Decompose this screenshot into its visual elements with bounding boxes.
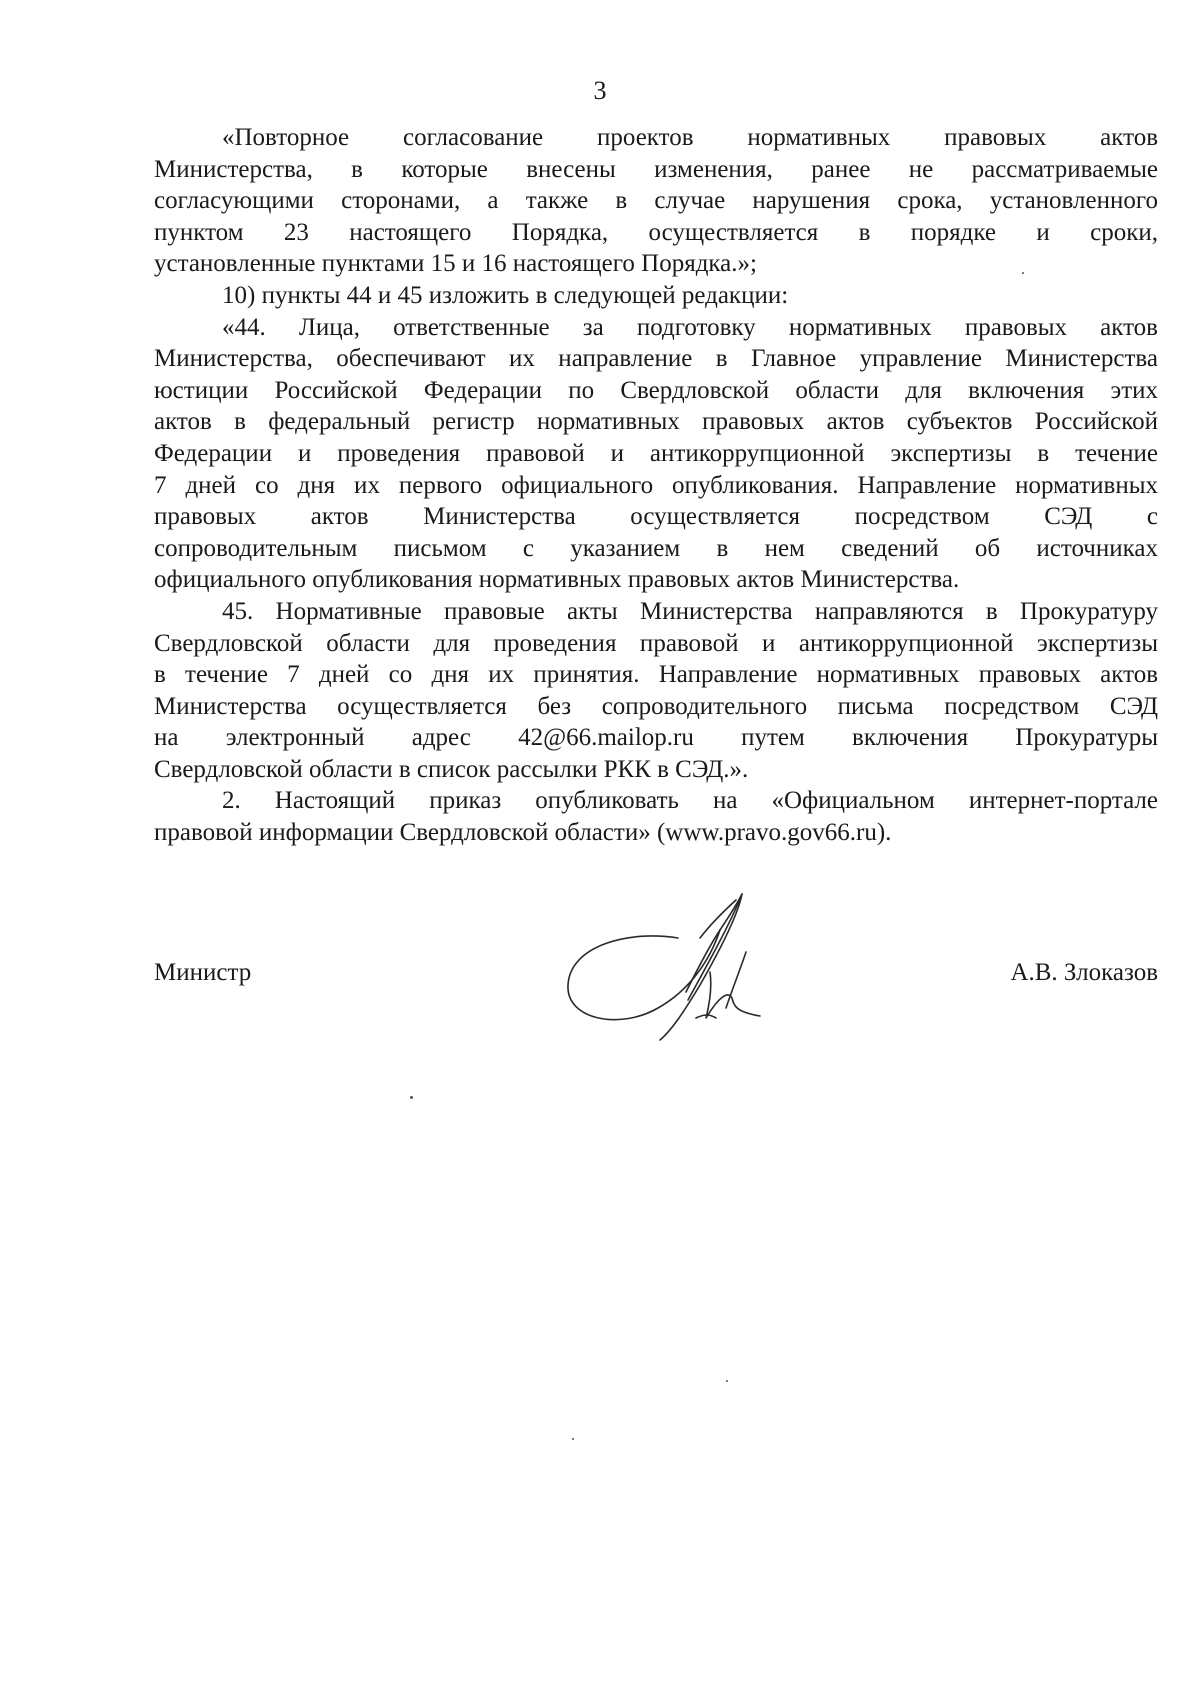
- paragraph-publication: [154, 785, 1158, 848]
- text-line: «Повторное согласование проектов нормативных правовых актов: [222, 124, 1158, 151]
- text-line: «44. Лица, ответственные за подготовку нормативных правовых актов: [222, 313, 1158, 341]
- text-line: 45. Нормативные правовые акты Министерства направляются в Прокуратуру: [222, 597, 1158, 625]
- paragraph-item-10: [154, 280, 1158, 312]
- text-line: Министерства, обеспечивают их направление в Главное управление Министерства: [154, 345, 1158, 373]
- text-line: 7 дней со дня их первого официального опубликования. Направление нормативных: [154, 471, 1158, 499]
- text-line: правовой информации Свердловской области» (www.pravo.gov66.ru).: [154, 819, 892, 847]
- text-line: 10) пункты 44 и 45 изложить в следующей редакции:: [222, 281, 789, 309]
- text-line: правовых актов Министерства осуществляется посредством СЭД с: [154, 503, 1158, 531]
- paragraph-repeat-approval: [154, 122, 1158, 280]
- paragraph-clause-45: [154, 596, 1158, 786]
- text-line: согласующими сторонами, а также в случае нарушения срока, установленного: [154, 187, 1158, 215]
- scan-speck: [1022, 272, 1024, 274]
- signatory-title: Министр: [154, 959, 252, 986]
- text-line: официального опубликования нормативных правовых актов Министерства.: [154, 566, 960, 594]
- text-line: Федерации и проведения правовой и антикоррупционной экспертизы в течение: [154, 439, 1158, 467]
- scan-speck: [572, 1438, 574, 1440]
- text-line: установленные пунктами 15 и 16 настоящего Порядка.»;: [154, 250, 757, 278]
- text-line: Свердловской области в список рассылки РКК в СЭД.».: [154, 755, 749, 783]
- scan-speck: [726, 1380, 728, 1382]
- text-line: на электронный адрес 42@66.mailop.ru путем включения Прокуратуры: [154, 724, 1158, 752]
- text-line: 2. Настоящий приказ опубликовать на «Официальном интернет-портале: [222, 787, 1158, 815]
- text-line: пунктом 23 настоящего Порядка, осуществляется в порядке и сроки,: [154, 218, 1158, 246]
- page-number: 3: [593, 76, 607, 105]
- text-line: Министерства, в которые внесены изменения, ранее не рассматриваемые: [154, 155, 1158, 183]
- document-body: [154, 122, 1158, 849]
- paragraph-clause-44: [154, 312, 1158, 596]
- text-line: актов в федеральный регистр нормативных правовых актов субъектов Российской: [154, 408, 1158, 436]
- text-line: сопроводительным письмом с указанием в нем сведений об источниках: [154, 534, 1158, 562]
- text-line: в течение 7 дней со дня их принятия. Направление нормативных правовых актов: [154, 661, 1158, 689]
- text-line: юстиции Российской Федерации по Свердловской области для включения этих: [154, 376, 1158, 404]
- handwritten-signature: [560, 890, 820, 1050]
- signatory-name: А.В. Злоказов: [1010, 959, 1158, 986]
- scan-speck: [410, 1096, 413, 1099]
- text-line: Министерства осуществляется без сопроводительного письма посредством СЭД: [154, 692, 1158, 720]
- text-line: Свердловской области для проведения правовой и антикоррупционной экспертизы: [154, 629, 1158, 657]
